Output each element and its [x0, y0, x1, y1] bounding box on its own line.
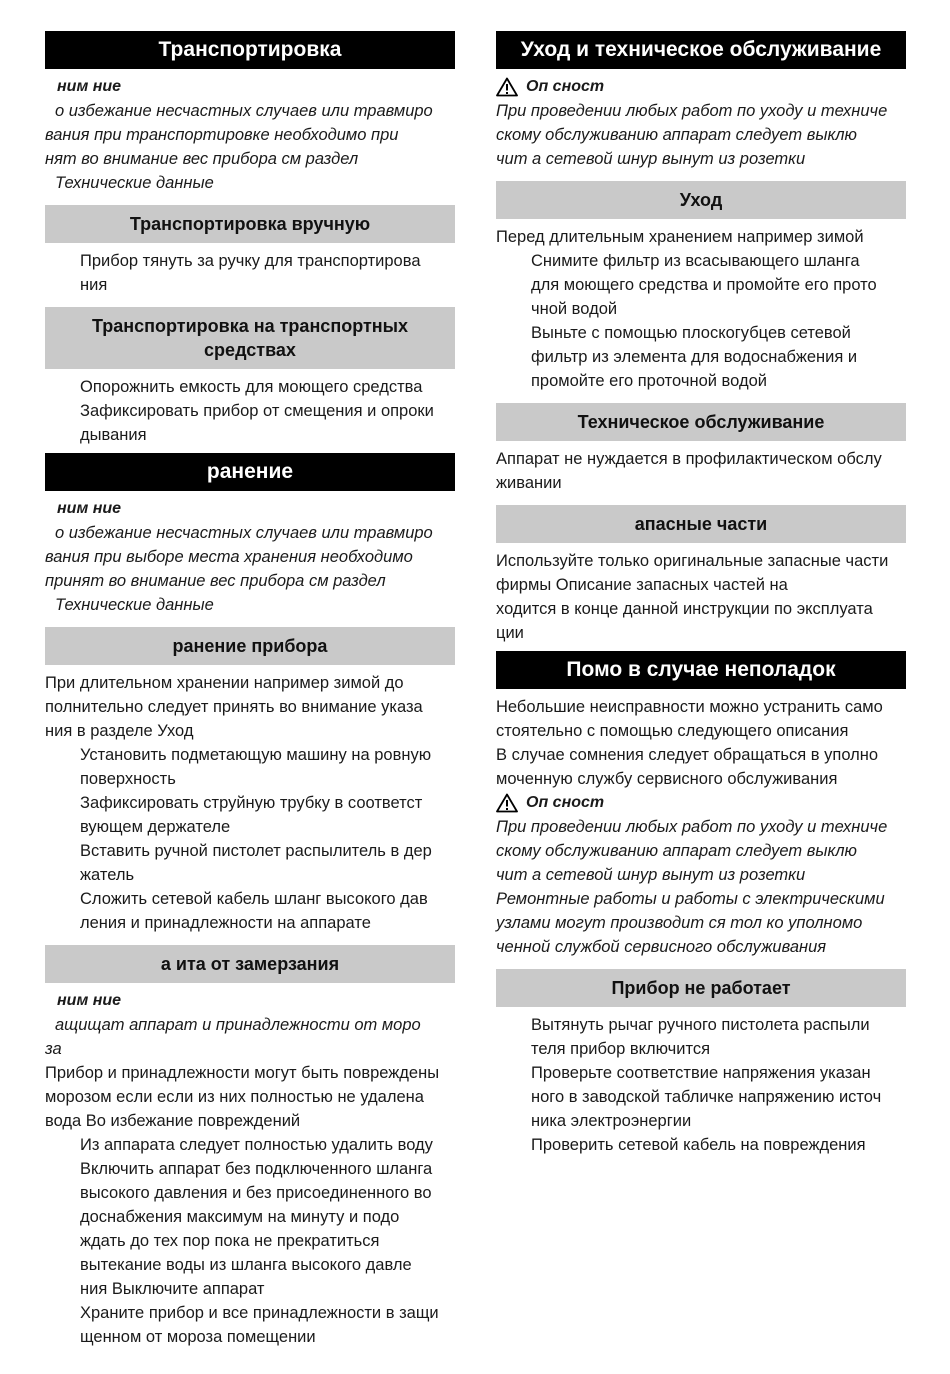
trouble-warning: [496, 791, 906, 815]
trouble-warning-label: Оп сност: [526, 794, 605, 811]
device-step: Установить подметающую машину на ровную: [80, 746, 432, 764]
frost-intro-line: морозом если если из них полностью не удалена: [45, 1088, 424, 1106]
trouble-warning-line: При проведении любых работ по уходу и техниче: [496, 818, 888, 836]
storage-heading: ранение: [45, 453, 455, 491]
device-intro-line: При длительном хранении например зимой до: [45, 674, 404, 692]
frost-note-label: ним ние: [57, 992, 122, 1009]
care-heading: Уход и техническое обслуживание: [496, 31, 906, 69]
care-warning-line: чит а сетевой шнур вынут из розетки: [496, 150, 806, 168]
transport-note-line: о избежание несчастных случаев или травмиро: [55, 102, 433, 120]
frost-intro-line: Прибор и принадлежности могут быть повреждены: [45, 1064, 440, 1082]
vehicle-transport-heading: [45, 307, 455, 369]
trouble-intro-line: моченную службу сервисного обслуживания: [496, 770, 838, 788]
service-heading: Техническое обслуживание: [496, 403, 906, 441]
trouble-warning-line: скому обслуживанию аппарат следует выклю: [496, 842, 857, 860]
care-warning-label: Оп сност: [526, 78, 605, 95]
vehicle-step: Зафиксировать прибор от смещения и опроки: [80, 402, 434, 420]
warning-triangle-icon: [496, 793, 518, 813]
frost-step: ждать до тех пор пока не прекратиться: [80, 1232, 380, 1250]
not-working-step: Проверить сетевой кабель на повреждения: [531, 1136, 866, 1154]
care-step: промойте его проточной водой: [531, 372, 767, 390]
not-working-step: теля прибор включится: [531, 1040, 711, 1058]
care-subheading: Уход: [496, 181, 906, 219]
care-step: чной водой: [531, 300, 618, 318]
storage-note-line: Технические данные: [55, 596, 214, 614]
device-storage-heading: ранение прибора: [45, 627, 455, 665]
not-working-step: Проверьте соответствие напряжения указан: [531, 1064, 871, 1082]
care-step: фильтр из элемента для водоснабжения и: [531, 348, 858, 366]
frost-note-line: за: [45, 1040, 62, 1058]
trouble-intro-line: Небольшие неисправности можно устранить само: [496, 698, 883, 716]
not-working-step: Вытянуть рычаг ручного пистолета распыли: [531, 1016, 870, 1034]
frost-step: Включить аппарат без подключенного шланга: [80, 1160, 433, 1178]
manual-step: ния: [80, 276, 108, 294]
spare-parts-line: фирмы Описание запасных частей на: [496, 576, 788, 594]
transport-note-line: Технические данные: [55, 174, 214, 192]
frost-intro-line: вода Во избежание повреждений: [45, 1112, 301, 1130]
left-column: [45, 31, 455, 1349]
spare-parts-line: Используйте только оригинальные запасные части: [496, 552, 889, 570]
device-step: жатель: [80, 866, 135, 884]
transport-note-line: вания при транспортировке необходимо при: [45, 126, 399, 144]
not-working-step: ника электроэнергии: [531, 1112, 692, 1130]
vehicle-step: Опорожнить емкость для моющего средства: [80, 378, 423, 396]
device-step: поверхность: [80, 770, 176, 788]
trouble-warning-line: чит а сетевой шнур вынут из розетки: [496, 866, 806, 884]
frost-note-line: ащищат аппарат и принадлежности от моро: [55, 1016, 421, 1034]
warning-triangle-icon: [496, 77, 518, 97]
vehicle-heading-line: Транспортировка на транспортных: [91, 316, 409, 336]
frost-step: Из аппарата следует полностью удалить воду: [80, 1136, 433, 1154]
care-intro: Перед длительным хранением например зимой: [496, 228, 864, 246]
trouble-intro-line: стоятельно с помощью следующего описания: [496, 722, 849, 740]
storage-note-line: вания при выборе места хранения необходимо: [45, 548, 413, 566]
right-column: [496, 31, 906, 1157]
spare-parts-line: ходится в конце данной инструкции по эксплуата: [496, 600, 873, 618]
device-intro-line: ния в разделе Уход: [45, 722, 194, 740]
trouble-intro-line: В случае сомнения следует обращаться в уполно: [496, 746, 879, 764]
frost-protection-heading: а ита от замерзания: [45, 945, 455, 983]
frost-step: доснабжения максимум на минуту и подо: [80, 1208, 400, 1226]
device-step: вующем держателе: [80, 818, 231, 836]
storage-note-label: ним ние: [57, 500, 122, 517]
storage-note-line: о избежание несчастных случаев или травмиро: [55, 524, 433, 542]
service-line: живании: [496, 474, 562, 492]
care-step: Выньте с помощью плоскогубцев сетевой: [531, 324, 851, 342]
troubleshooting-heading: Помо в случае неполадок: [496, 651, 906, 689]
manual-step: Прибор тянуть за ручку для транспортирова: [80, 252, 421, 270]
frost-step: высокого давления и без присоединенного во: [80, 1184, 432, 1202]
trouble-warning-line: узлами могут производит ся тол ко уполномо: [496, 914, 863, 932]
transport-note-line: нят во внимание вес прибора см раздел: [45, 150, 359, 168]
care-warning: [496, 75, 906, 99]
frost-step: ния Выключите аппарат: [80, 1280, 265, 1298]
spare-parts-heading: апасные части: [496, 505, 906, 543]
trouble-warning-line: Ремонтные работы и работы с электрическими: [496, 890, 885, 908]
transport-note-label: ним ние: [57, 78, 122, 95]
device-step: ления и принадлежности на аппарате: [80, 914, 371, 932]
frost-step: Храните прибор и все принадлежности в защи: [80, 1304, 439, 1322]
transport-heading: Транспортировка: [45, 31, 455, 69]
frost-step: вытекание воды из шланга высокого давле: [80, 1256, 412, 1274]
trouble-warning-line: ченной службой сервисного обслуживания: [496, 938, 827, 956]
device-step: Вставить ручной пистолет распылитель в дер: [80, 842, 432, 860]
vehicle-heading-line: средствах: [204, 340, 296, 360]
vehicle-step: дывания: [80, 426, 147, 444]
not-working-step: ного в заводской табличке напряжению источ: [531, 1088, 882, 1106]
device-step: Зафиксировать струйную трубку в соответст: [80, 794, 423, 812]
service-line: Аппарат не нуждается в профилактическом обслу: [496, 450, 882, 468]
not-working-heading: Прибор не работает: [496, 969, 906, 1007]
manual-transport-heading: Транспортировка вручную: [45, 205, 455, 243]
device-intro-line: полнительно следует принять во внимание указа: [45, 698, 423, 716]
spare-parts-line: ции: [496, 624, 524, 642]
care-step: Снимите фильтр из всасывающего шланга: [531, 252, 860, 270]
care-step: для моющего средства и промойте его прото: [531, 276, 877, 294]
care-warning-line: При проведении любых работ по уходу и техниче: [496, 102, 888, 120]
device-step: Сложить сетевой кабель шланг высокого дав: [80, 890, 428, 908]
care-warning-line: скому обслуживанию аппарат следует выклю: [496, 126, 857, 144]
frost-step: щенном от мороза помещении: [80, 1328, 316, 1346]
storage-note-line: принят во внимание вес прибора см раздел: [45, 572, 386, 590]
